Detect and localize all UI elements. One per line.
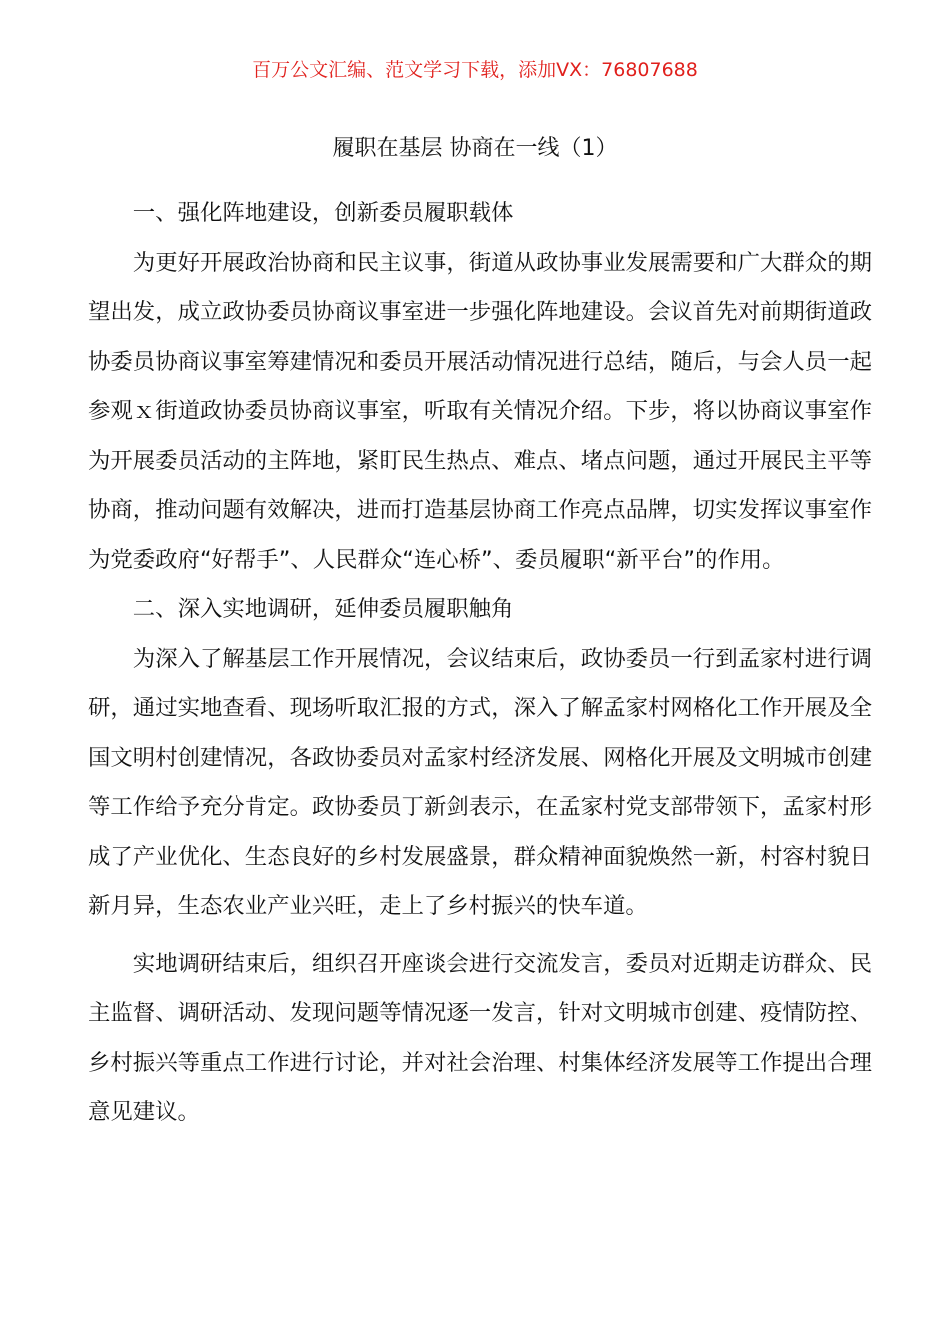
section-heading-2: 二、深入实地调研，延伸委员履职触角: [132, 596, 514, 622]
document-body: [88, 189, 872, 1138]
section-1-paragraph: 为更好开展政治协商和民主议事，街道从政协事业发展需要和广大群众的期望出发，成立政协委员协商议事室进一步强化阵地建设。会议首先对前期街道政协委员协商议事室筹建情况和委员开展活动情况进行总结，随后，与会人员一起参观ｘ街道政协委员协商议事室，听取有关情况介绍。下步，将以协商议事室作为开展委员活动的主阵地，紧盯民生热点、难点、堵点问题，通过开展民主平等协商，推动问题有效解决，进而打造基层协商工作亮点品牌，切实发挥议事室作为党委政府“好帮手”、人民群众“连心桥”、委员履职“新平台”的作用。: [88, 249, 872, 573]
section-2-paragraph-1: 为深入了解基层工作开展情况，会议结束后，政协委员一行到孟家村进行调研，通过实地查看、现场听取汇报的方式，深入了解孟家村网格化工作开展及全国文明村创建情况，各政协委员对孟家村经济发展、网格化开展及文明城市创建等工作给予充分肯定。政协委员丁新剑表示，在孟家村党支部带领下，孟家村形成了产业优化、生态良好的乡村发展盛景，群众精神面貌焕然一新，村容村貌日新月异，生态农业产业兴旺，走上了乡村振兴的快车道。: [88, 645, 872, 919]
section-heading-1: 一、强化阵地建设，创新委员履职载体: [132, 200, 514, 226]
paragraph-spacer: [88, 932, 872, 940]
section-2-paragraph-2: 实地调研结束后，组织召开座谈会进行交流发言，委员对近期走访群众、民主监督、调研活动、发现问题等情况逐一发言，针对文明城市创建、疫情防控、乡村振兴等重点工作进行讨论，并对社会治理、村集体经济发展等工作提出合理意见建议。: [88, 950, 872, 1125]
header-banner: 百万公文汇编、范文学习下载，添加VX：76807688: [252, 59, 698, 81]
document-title: 履职在基层 协商在一线（1）: [332, 136, 618, 161]
